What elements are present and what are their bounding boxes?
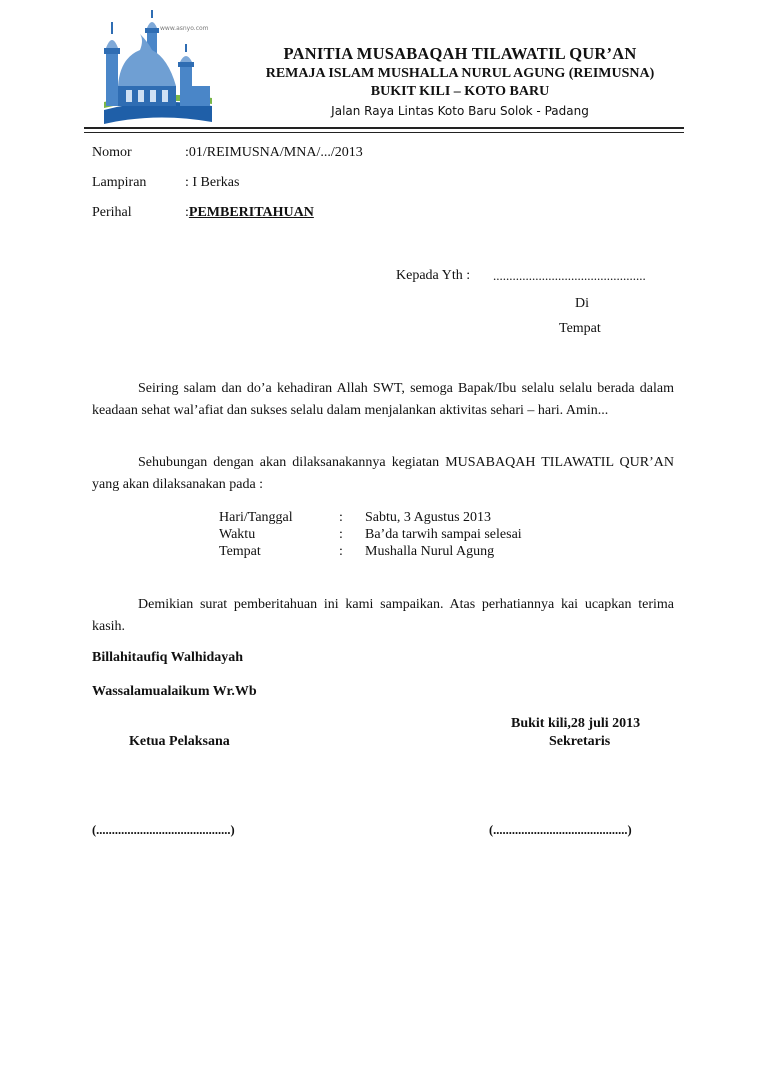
closing-wassalam: Wassalamualaikum Wr.Wb	[92, 684, 257, 699]
signature-left-name: (...........................................)	[92, 823, 235, 837]
signature-right-name: (...........................................)	[489, 823, 632, 837]
header-org: REMAJA ISLAM MUSHALLA NURUL AGUNG (REIMUSNA)	[265, 66, 655, 81]
recipient-dots: ...............................................	[493, 268, 646, 283]
signature-right-title: Sekretaris	[549, 734, 611, 749]
nomor-label: Nomor	[92, 145, 132, 160]
detail-colon-time: :	[339, 527, 343, 542]
paragraph-closing-text: Demikian surat pemberitahuan ini kami sampaikan. Atas perhatiannya kai ucapkan terima kasih.	[92, 597, 674, 634]
perihal-colon: :	[185, 205, 189, 220]
header-rule-thick	[84, 127, 684, 129]
detail-label-time: Waktu	[219, 527, 256, 542]
kepada-label: Kepada Yth :	[396, 268, 471, 283]
paragraph-greeting-text: Seiring salam dan do’a kehadiran Allah SWT, semoga Bapak/Ibu selalu selalu berada dalam keadaan sehat wal’afiat dan sukses selalu dalam menjalankan aktivitas sehari – hari. Amin...	[92, 381, 674, 418]
header-rule-thin	[84, 132, 684, 133]
paragraph-announcement	[92, 452, 674, 496]
lampiran-value: : I Berkas	[185, 175, 240, 190]
paragraph-closing	[92, 594, 674, 638]
detail-value-day: Sabtu, 3 Agustus 2013	[365, 510, 492, 525]
header-address: Jalan Raya Lintas Koto Baru Solok - Padang	[331, 104, 589, 118]
detail-colon-place: :	[339, 544, 343, 559]
perihal-value: PEMBERITAHUAN	[188, 205, 314, 220]
logo-watermark-text: www.asnyo.com	[160, 25, 209, 32]
detail-value-place: Mushalla Nurul Agung	[365, 544, 495, 559]
perihal-label: Perihal	[92, 205, 132, 220]
detail-label-place: Tempat	[219, 544, 261, 559]
perihal-field	[185, 205, 314, 221]
detail-label-day: Hari/Tanggal	[219, 510, 293, 525]
header-title: PANITIA MUSABAQAH TILAWATIL QUR’AN	[283, 44, 637, 63]
paragraph-announcement-text: Sehubungan dengan akan dilaksanakannya kegiatan MUSABAQAH TILAWATIL QUR’AN yang akan dilaksanakan pada :	[92, 455, 674, 492]
paragraph-greeting	[92, 378, 674, 422]
nomor-value: :01/REIMUSNA/MNA/.../2013	[185, 145, 363, 160]
header-place: BUKIT KILI – KOTO BARU	[370, 84, 550, 99]
detail-colon-day: :	[339, 510, 343, 525]
signature-date: Bukit kili,28 juli 2013	[511, 716, 641, 731]
recipient-tempat: Tempat	[559, 321, 601, 336]
signature-left-title: Ketua Pelaksana	[129, 734, 230, 749]
lampiran-label: Lampiran	[92, 175, 147, 190]
mosque-logo	[96, 10, 216, 128]
detail-value-time: Ba’da tarwih sampai selesai	[365, 527, 522, 542]
closing-billahitaufiq: Billahitaufiq Walhidayah	[92, 650, 244, 665]
recipient-di: Di	[575, 296, 589, 311]
